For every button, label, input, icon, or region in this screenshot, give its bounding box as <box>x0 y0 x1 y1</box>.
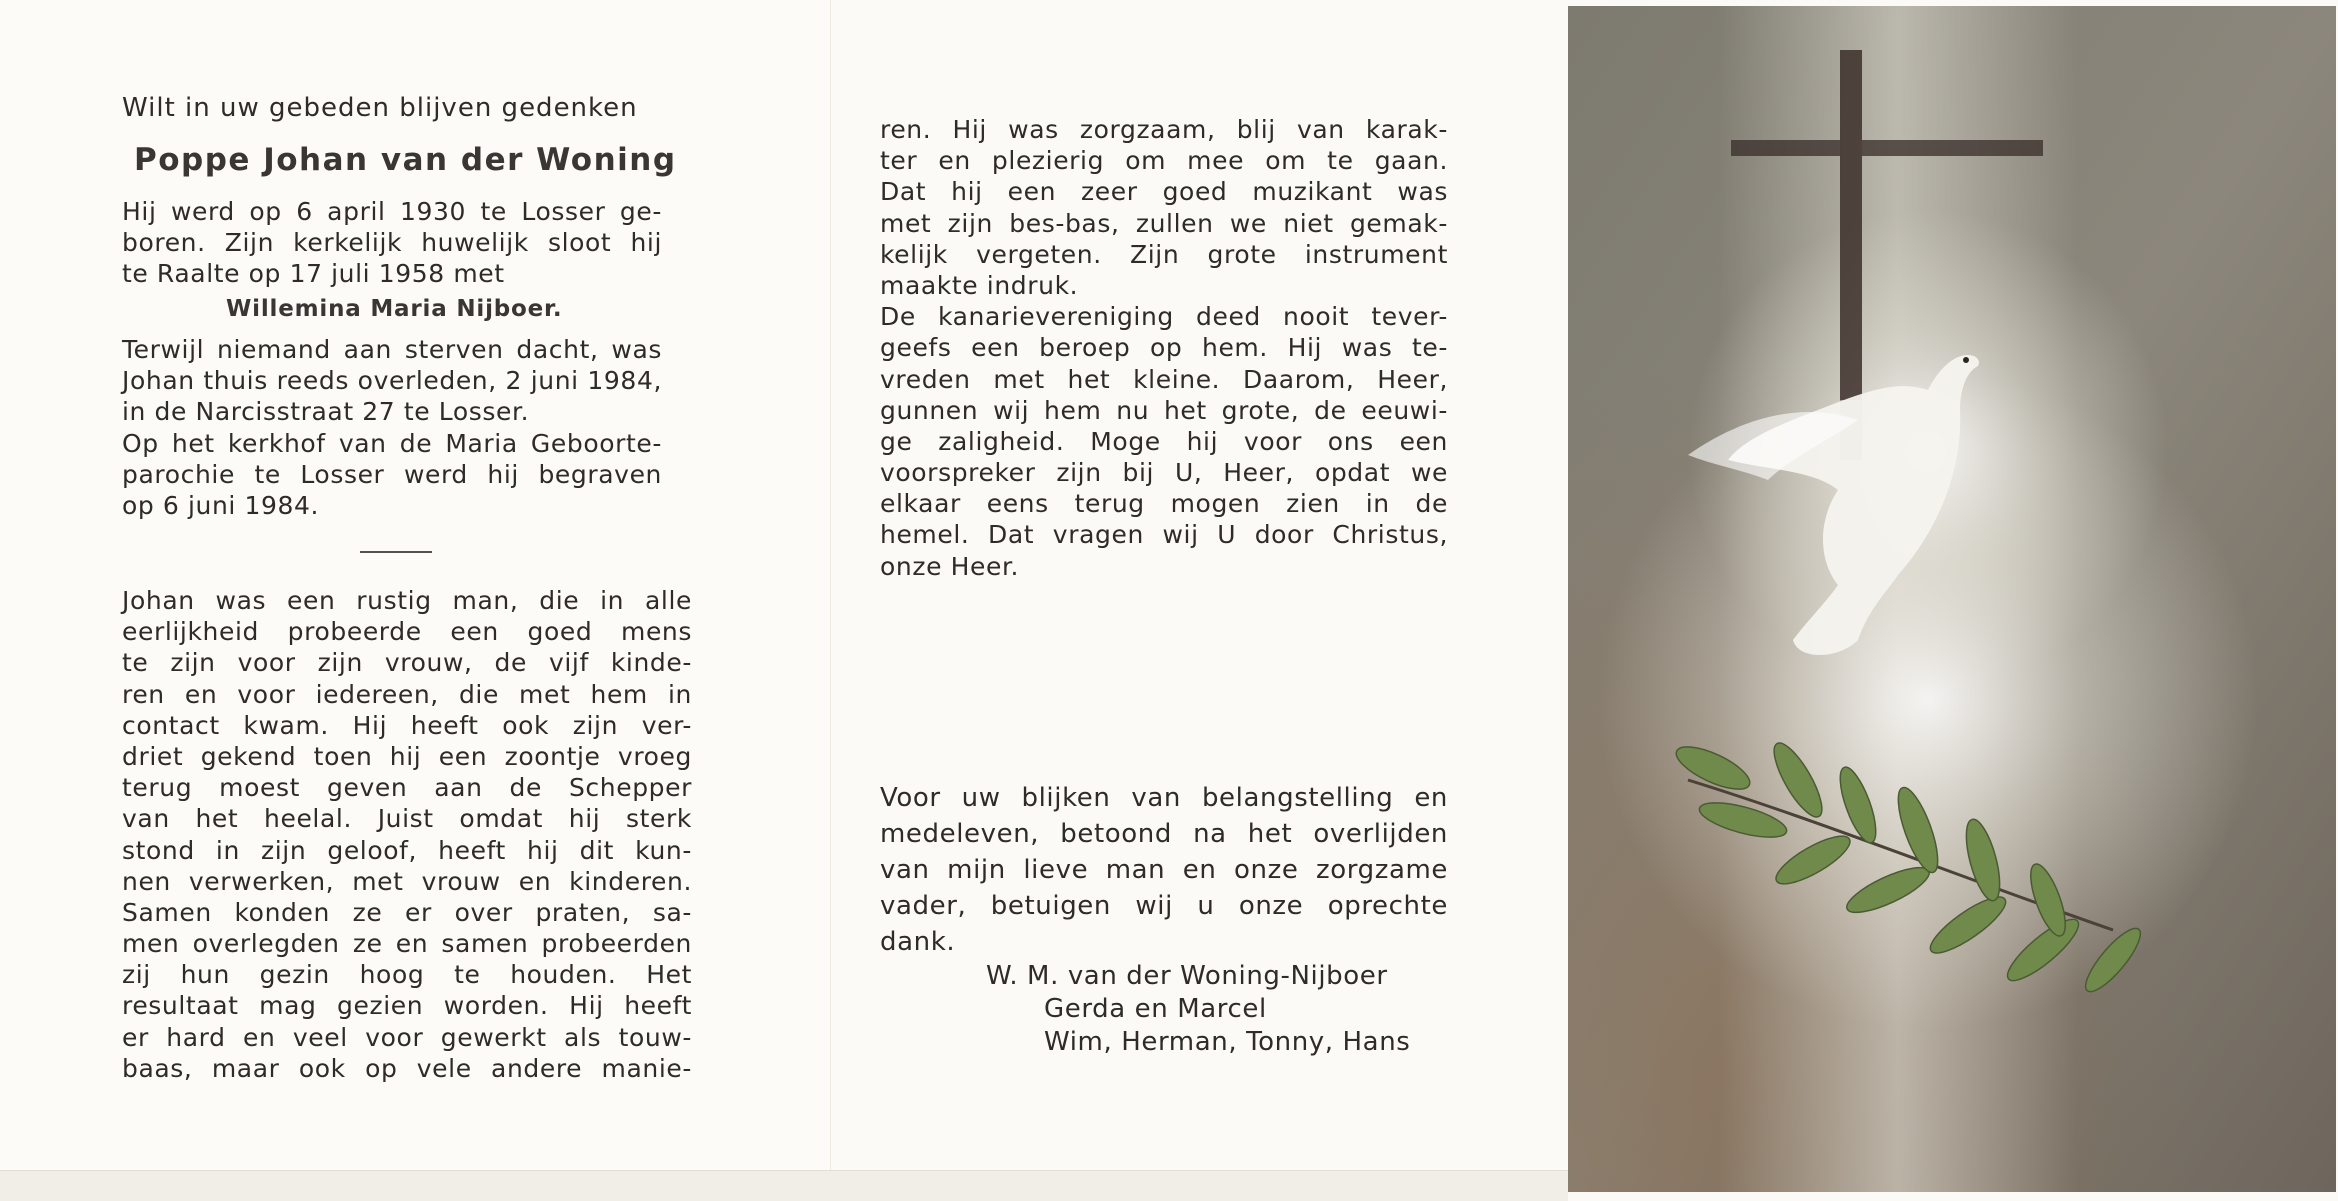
birth-line: Hij werd op 6 april 1930 te Losser ge- <box>122 197 662 226</box>
continued-line: met zijn bes-bas, zullen we niet gemak- <box>880 208 1448 238</box>
continued-line: ge zaligheid. Moge hij voor ons een <box>880 426 1448 456</box>
continued-line: geefs een beroep op hem. Hij was te- <box>880 333 1448 363</box>
burial-line: parochie te Losser werd hij begraven <box>122 460 662 490</box>
thanks-line: Voor uw blijken van belangstelling en <box>880 783 1448 813</box>
thanks-paragraph <box>880 780 1448 960</box>
separator-rule <box>360 551 432 553</box>
continued-line: ter en plezierig om mee om te gaan. <box>880 146 1448 176</box>
burial-line: Op het kerkhof van de Maria Geboorte- <box>122 429 662 458</box>
bio-line: te zijn voor zijn vrouw, de vijf kinde- <box>122 648 692 678</box>
fold-line <box>830 0 831 1200</box>
continued-line: vreden met het kleine. Daarom, Heer, <box>880 364 1448 394</box>
death-line: in de Narcisstraat 27 te Losser. <box>122 397 530 427</box>
bio-line: van het heelal. Juist omdat hij sterk <box>122 804 692 834</box>
signature-line: Wim, Herman, Tonny, Hans <box>1044 1027 1411 1057</box>
death-line: Terwijl niemand aan sterven dacht, was <box>122 335 662 364</box>
continued-line: maakte indruk. <box>880 270 1079 300</box>
artwork-panel <box>1568 0 2338 1200</box>
continued-line: Dat hij een zeer goed muzikant was <box>880 177 1448 207</box>
continued-line: De kanarievereniging deed nooit tever- <box>880 302 1448 332</box>
bio-line: stond in zijn geloof, heeft hij dit kun- <box>122 835 692 865</box>
continued-line: elkaar eens terug mogen zien in de <box>880 489 1448 519</box>
signature-block <box>986 960 1410 1059</box>
bio-line: driet gekend toen hij een zoontje vroeg <box>122 741 692 771</box>
continued-line: kelijk vergeten. Zijn grote instrument <box>880 239 1448 269</box>
artwork-illustration <box>1568 0 2338 1200</box>
bio-line: nen verwerken, met vrouw en kinderen. <box>122 866 692 896</box>
death-paragraph <box>122 334 662 428</box>
card-bottom-edge <box>0 1170 1568 1201</box>
continued-line: onze Heer. <box>880 551 1020 581</box>
birth-line: boren. Zijn kerkelijk huwelijk sloot hij <box>122 228 662 258</box>
continued-line: hemel. Dat vragen wij U door Christus, <box>880 520 1448 550</box>
burial-paragraph <box>122 428 662 522</box>
continued-line: ren. Hij was zorgzaam, blij van karak- <box>880 115 1448 144</box>
signature-line: W. M. van der Woning-Nijboer <box>986 961 1388 991</box>
bio-line: Samen konden ze er over praten, sa- <box>122 897 692 927</box>
continued-line: gunnen wij hem nu het grote, de eeuwi- <box>880 395 1448 425</box>
bio-line: contact kwam. Hij heeft ook zijn ver- <box>122 710 692 740</box>
thanks-line: dank. <box>880 927 956 957</box>
thanks-line: van mijn lieve man en onze zorgzame <box>880 855 1448 885</box>
biography-paragraph <box>122 585 692 1084</box>
bio-line: resultaat mag gezien worden. Hij heeft <box>122 991 692 1021</box>
bio-line: er hard en veel voor gewerkt als touw- <box>122 1022 692 1052</box>
burial-line: op 6 juni 1984. <box>122 491 320 521</box>
bio-line: eerlijkheid probeerde een goed mens <box>122 617 692 647</box>
bio-line: baas, maar ook op vele andere manie- <box>122 1053 692 1083</box>
bio-line: men overlegden ze en samen probeerden <box>122 929 692 959</box>
bio-line: Johan was een rustig man, die in alle <box>122 586 692 615</box>
deceased-name: Poppe Johan van der Woning <box>134 142 677 178</box>
death-line: Johan thuis reeds overleden, 2 juni 1984, <box>122 366 662 396</box>
spouse-name: Willemina Maria Nijboer. <box>226 296 563 322</box>
thanks-line: vader, betuigen wij u onze oprechte <box>880 891 1448 921</box>
bio-line: ren en voor iedereen, die met hem in <box>122 679 692 709</box>
continued-paragraph <box>880 114 1448 582</box>
bio-line: zij hun gezin hoog te houden. Het <box>122 960 692 990</box>
birth-paragraph <box>122 196 662 290</box>
intro-text: Wilt in uw gebeden blijven gedenken <box>122 93 638 123</box>
thanks-line: medeleven, betoond na het overlijden <box>880 819 1448 849</box>
continued-line: voorspreker zijn bij U, Heer, opdat we <box>880 458 1448 488</box>
bio-line: terug moest geven aan de Schepper <box>122 773 692 803</box>
birth-line: te Raalte op 17 juli 1958 met <box>122 259 505 289</box>
signature-line: Gerda en Marcel <box>1044 994 1267 1024</box>
